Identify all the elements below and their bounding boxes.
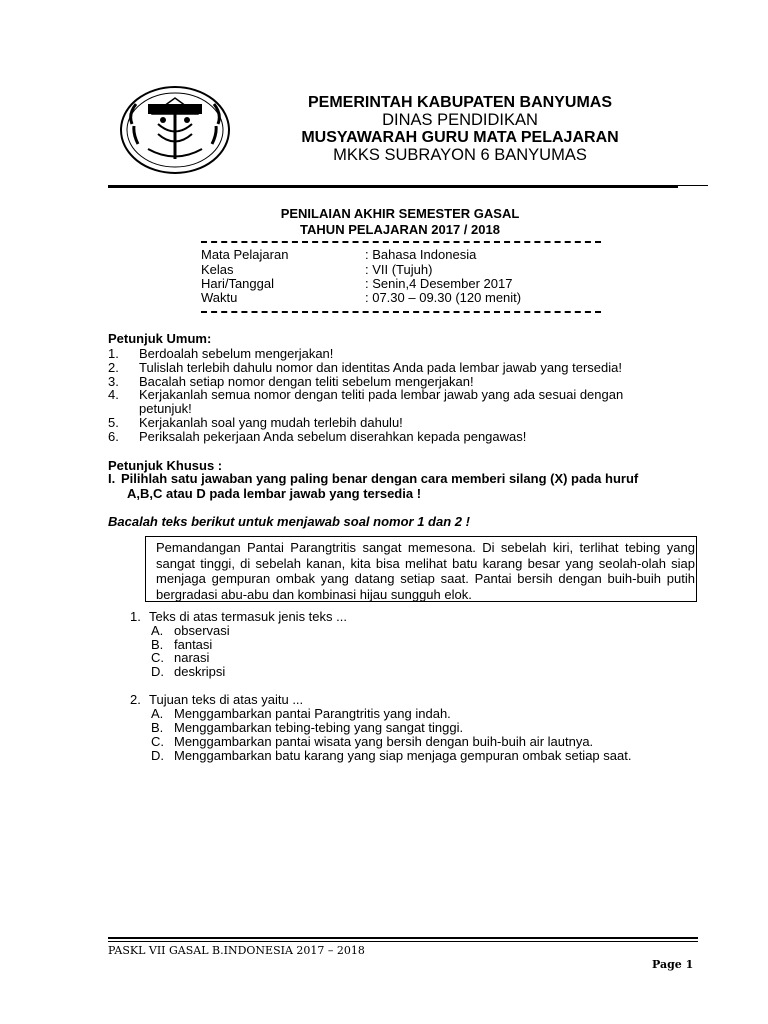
header-rule-extension — [678, 185, 708, 186]
info-value-class: : VII (Tujuh) — [365, 262, 433, 277]
header-line-2: DINAS PENDIDIKAN — [382, 111, 538, 129]
option-text: narasi — [174, 650, 210, 665]
dashed-divider-top — [201, 241, 601, 243]
special-item-text: Pilihlah satu jawaban yang paling benar dengan cara memberi silang (X) pada huruf — [121, 471, 639, 486]
general-item-text: Kerjakanlah soal yang mudah terlebih dahulu! — [139, 415, 403, 430]
dashed-divider-bottom — [201, 311, 601, 313]
general-instructions-heading: Petunjuk Umum: — [108, 331, 212, 346]
answer-option — [151, 664, 226, 679]
general-item-text-continued: petunjuk! — [139, 401, 192, 416]
general-item-number: 4. — [108, 387, 119, 402]
general-item-text: Kerjakanlah semua nomor dengan teliti pada lembar jawab yang ada sesuai dengan — [139, 387, 624, 402]
option-text: fantasi — [174, 637, 213, 652]
info-label-time: Waktu — [201, 290, 238, 305]
general-item-text: Tulislah terlebih dahulu nomor dan identitas Anda pada lembar jawab yang tersedia! — [139, 360, 622, 375]
question-1 — [130, 609, 347, 624]
general-item-number: 1. — [108, 346, 119, 361]
option-letter: C. — [151, 650, 164, 665]
exam-year: TAHUN PELAJARAN 2017 / 2018 — [300, 222, 500, 237]
question-text: Tujuan teks di atas yaitu ... — [149, 692, 304, 707]
exam-title: PENILAIAN AKHIR SEMESTER GASAL — [280, 206, 520, 221]
info-label-subject: Mata Pelajaran — [201, 247, 289, 262]
question-text: Teks di atas termasuk jenis teks ... — [149, 609, 347, 624]
option-text: Menggambarkan tebing-tebing yang sangat tinggi. — [174, 720, 464, 735]
general-item — [108, 387, 708, 402]
general-item — [108, 346, 708, 361]
info-value-date: : Senin,4 Desember 2017 — [365, 276, 513, 291]
info-label-class: Kelas — [201, 262, 234, 277]
footer-rule — [108, 937, 698, 939]
option-letter: D. — [151, 664, 164, 679]
footer-document-code: PASKL VII GASAL B.INDONESIA 2017 – 2018 — [108, 944, 365, 957]
answer-option — [151, 734, 594, 749]
option-text: Menggambarkan batu karang yang siap menjaga gempuran ombak setiap saat. — [174, 748, 632, 763]
answer-option — [151, 748, 632, 763]
special-instruction-item — [108, 471, 708, 486]
general-item — [108, 415, 708, 430]
header-line-4: MKKS SUBRAYON 6 BANYUMAS — [333, 146, 587, 164]
answer-option — [151, 706, 451, 721]
option-letter: D. — [151, 748, 164, 763]
option-text: Menggambarkan pantai Parangtritis yang indah. — [174, 706, 451, 721]
header-line-1: PEMERINTAH KABUPATEN BANYUMAS — [308, 94, 612, 111]
special-instructions-heading: Petunjuk Khusus : — [108, 458, 223, 473]
option-letter: C. — [151, 734, 164, 749]
option-text: observasi — [174, 623, 230, 638]
info-value-time: : 07.30 – 09.30 (120 menit) — [365, 290, 522, 305]
general-item-text: Bacalah setiap nomor dengan teliti sebelum mengerjakan! — [139, 374, 474, 389]
general-item — [108, 360, 708, 375]
answer-option — [151, 650, 210, 665]
page-number: Page 1 — [652, 958, 694, 971]
info-label-date: Hari/Tanggal — [201, 276, 274, 291]
reading-instruction: Bacalah teks berikut untuk menjawab soal nomor 1 dan 2 ! — [108, 514, 470, 529]
answer-option — [151, 720, 464, 735]
option-letter: B. — [151, 720, 164, 735]
general-item-number: 6. — [108, 429, 119, 444]
info-value-subject: : Bahasa Indonesia — [365, 247, 477, 262]
general-item-number: 2. — [108, 360, 119, 375]
general-item-number: 5. — [108, 415, 119, 430]
header-rule — [108, 185, 678, 188]
question-2 — [130, 692, 304, 707]
general-item-text: Berdoalah sebelum mengerjakan! — [139, 346, 334, 361]
option-letter: A. — [151, 623, 164, 638]
option-text: Menggambarkan pantai wisata yang bersih dengan buih-buih air lautnya. — [174, 734, 594, 749]
general-item — [108, 429, 708, 444]
footer-rule-thin — [108, 941, 698, 942]
general-item-number: 3. — [108, 374, 119, 389]
answer-option — [151, 623, 230, 638]
question-number: 1. — [130, 609, 141, 624]
option-letter: B. — [151, 637, 164, 652]
question-number: 2. — [130, 692, 141, 707]
passage-text: Pemandangan Pantai Parangtritis sangat memesona. Di sebelah kiri, terlihat tebing yang sangat tinggi, di sebelah kanan, kita bisa melihat batu karang besar yang seolah-olah siap menjaga gempuran ombak yang datang setiap saat. Pantai bersih dengan buih-buih putih bergradasi abu-abu dan kombinasi hijau sungguh elok. — [156, 540, 695, 602]
general-item-text: Periksalah pekerjaan Anda sebelum diserahkan kepada pengawas! — [139, 429, 527, 444]
option-letter: A. — [151, 706, 164, 721]
special-item-text-continued: A,B,C atau D pada lembar jawab yang tersedia ! — [127, 486, 422, 501]
option-text: deskripsi — [174, 664, 226, 679]
header-line-3: MUSYAWARAH GURU MATA PELAJARAN — [301, 129, 619, 146]
special-item-number: I. — [108, 471, 116, 486]
